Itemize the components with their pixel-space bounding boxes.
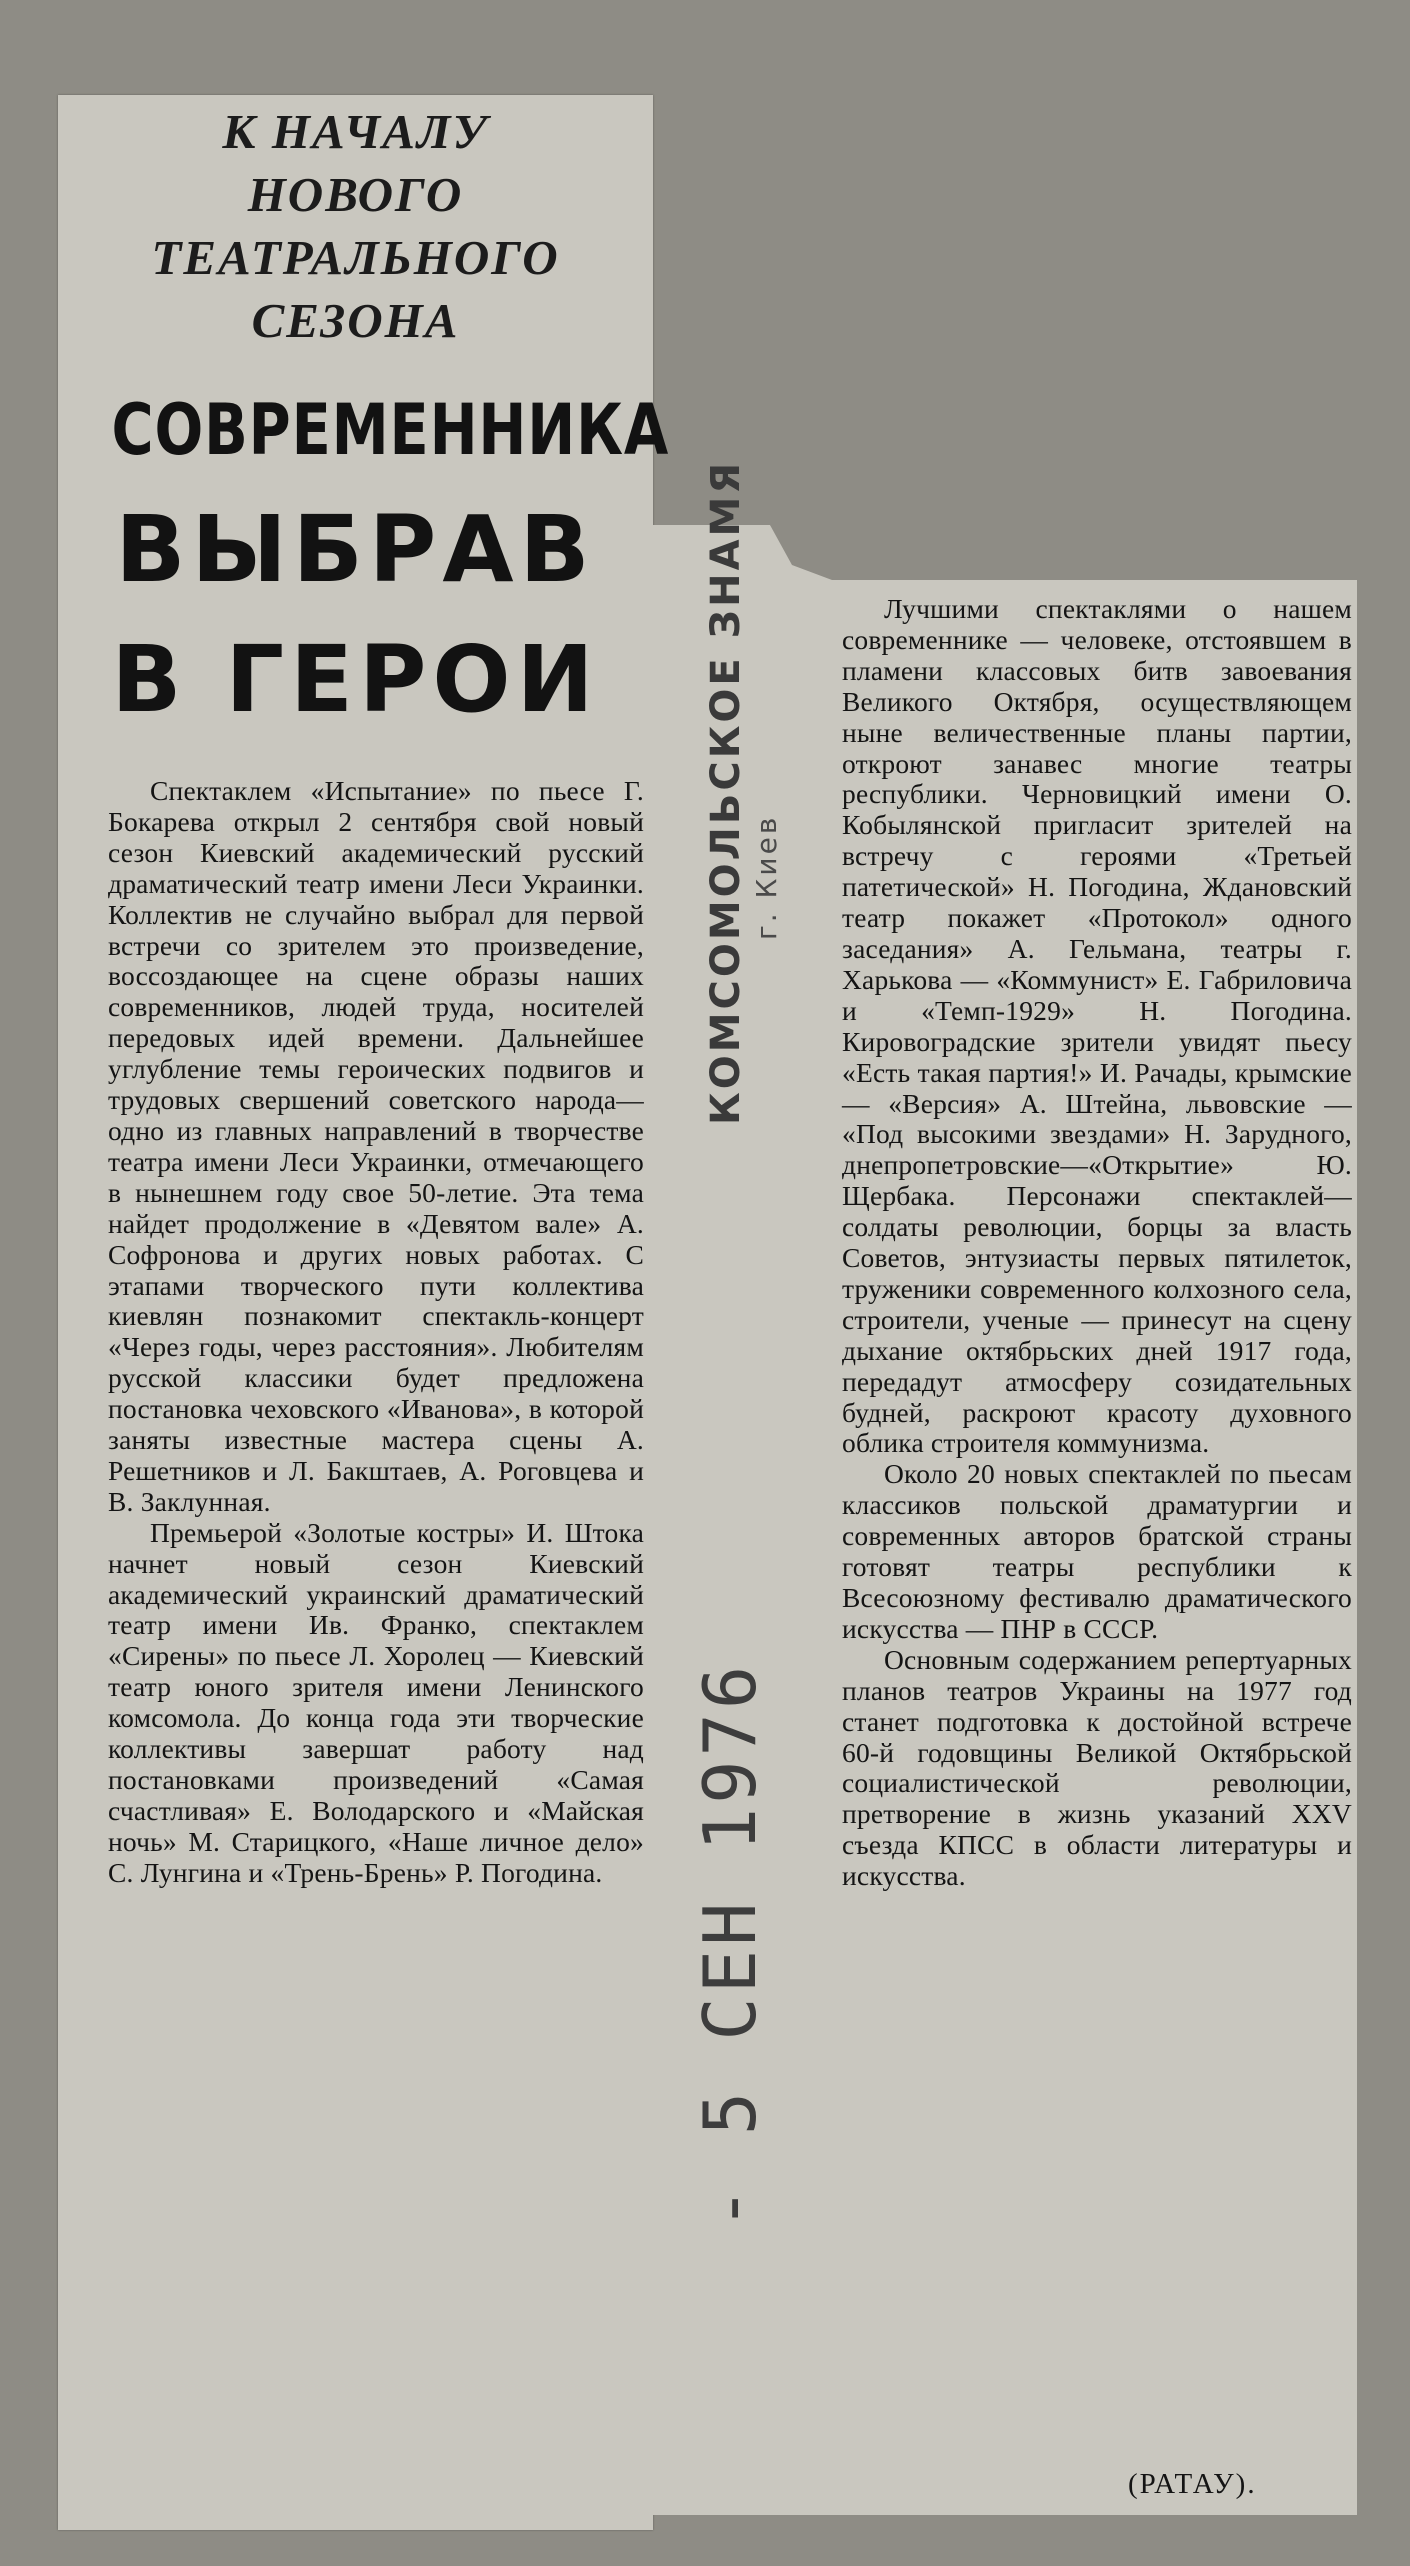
rubric-line-3: ТЕАТРАЛЬНОГО: [151, 230, 560, 285]
newspaper-city: г. Киев: [750, 814, 783, 940]
headline-line-3: В ГЕРОИ: [111, 626, 600, 733]
rubric: [58, 100, 653, 352]
date-stamp: - 5 СЕН 1976: [688, 1661, 772, 2230]
headline-line-2: ВЫБРАВ: [115, 496, 596, 603]
article-signature: (РАТАУ).: [1128, 2468, 1257, 2500]
article-paragraph-4: Около 20 новых спектаклей по пьесам классиков польской драматургии и современных авторов братской страны готовят театры республики к Всесоюзному фестивалю драматического искусства — ПНР в СССР.: [842, 1458, 1352, 1644]
rubric-line-4: СЕЗОНА: [251, 293, 460, 348]
article-paragraph-1: Спектаклем «Испытание» по пьесе Г. Бокарева открыл 2 сентября свой новый сезон Киевский академический русский драматический театр имени Леси Украинки. Коллектив не случайно выбрал для первой встречи со зрителем это произведение, воссоздающее на сцене образы наших современников, людей труда, носителей передовых идей времени. Дальнейшее углубление темы героических подвигов и трудовых свершений советского народа— одно из главных направлений в творчестве театра имени Леси Украинки, отмечающего в нынешнем году свое 50-летие. Эта тема найдет продолжение в «Девятом вале» А. Софронова и других новых работах. С этапами творческого пути коллектива киевлян познакомит спектакль-концерт «Через годы, через расстояния». Любителям русской классики будет предложена постановка чеховского «Иванова», в которой заняты известные мастера сцены А. Решетников и Л. Бакштаев, А. Роговцева и В. Заклунная.: [108, 775, 644, 1517]
article-paragraph-5: Основным содержанием репертуарных планов театров Украины на 1977 год станет подготовка к достойной встрече 60-й годовщины Великой Октябрьской социалистической революции, претворение в жизнь указаний XXV съезда КПСС в области литературы и искусства.: [842, 1643, 1352, 1892]
headline-line-1: СОВРЕМЕННИКА: [111, 389, 670, 471]
article-paragraph-3: Лучшими спектаклями о нашем современнике — человеке, отстоявшем в пламени классовых битв завоевания Великого Октября, осуществляющем ныне величественные планы партии, откроют занавес многие театры республики. Черновицкий имени О. Кобылянской пригласит зрителей на встречу с героями «Третьей патетической» Н. Погодина, Ждановский театр покажет «Протокол» одного заседания» А. Гельмана, театры г. Харькова — «Коммунист» Е. Габриловича и «Темп-1929» Н. Погодина. Кировоградские зрители увидят пьесу «Есть такая партия!» И. Рачады, крымские — «Версия» А. Штейна, львовские — «Под высокими звездами» Н. Зарудного, днепропетровские—«Открытие» Ю. Щербака. Персонажи спектаклей— солдаты революции, борцы за власть Советов, энтузиасты первых пятилеток, труженики современного колхозного села, строители, ученые — принесут на сцену дыхание октябрьских дней 1917 года, передадут атмосферу созидательных будней, раскроют красоту духовного облика строителя коммунизма.: [842, 593, 1352, 1459]
headline: [58, 375, 670, 745]
article-column-right: [842, 594, 1352, 1892]
rubric-line-1: К НАЧАЛУ: [222, 104, 489, 159]
rubric-line-2: НОВОГО: [247, 167, 464, 222]
article-column-left: [108, 776, 644, 1889]
article-paragraph-2: Премьерой «Золотые костры» И. Штока начнет новый сезон Киевский академический украинский драматический театр имени Ив. Франко, спектаклем «Сирены» по пьесе Л. Хоролец — Киевский театр юного зрителя имени Ленинского комсомола. До конца года эти творческие коллективы завершат работу над постановками произведений «Самая счастливая» Е. Володарского и «Майская ночь» М. Старицкого, «Наше личное дело» С. Лунгина и «Трень-Брень» Р. Погодина.: [108, 1516, 644, 1888]
newspaper-name: КОМСОМОЛЬСКОЕ ЗНАМЯ: [703, 459, 749, 1125]
